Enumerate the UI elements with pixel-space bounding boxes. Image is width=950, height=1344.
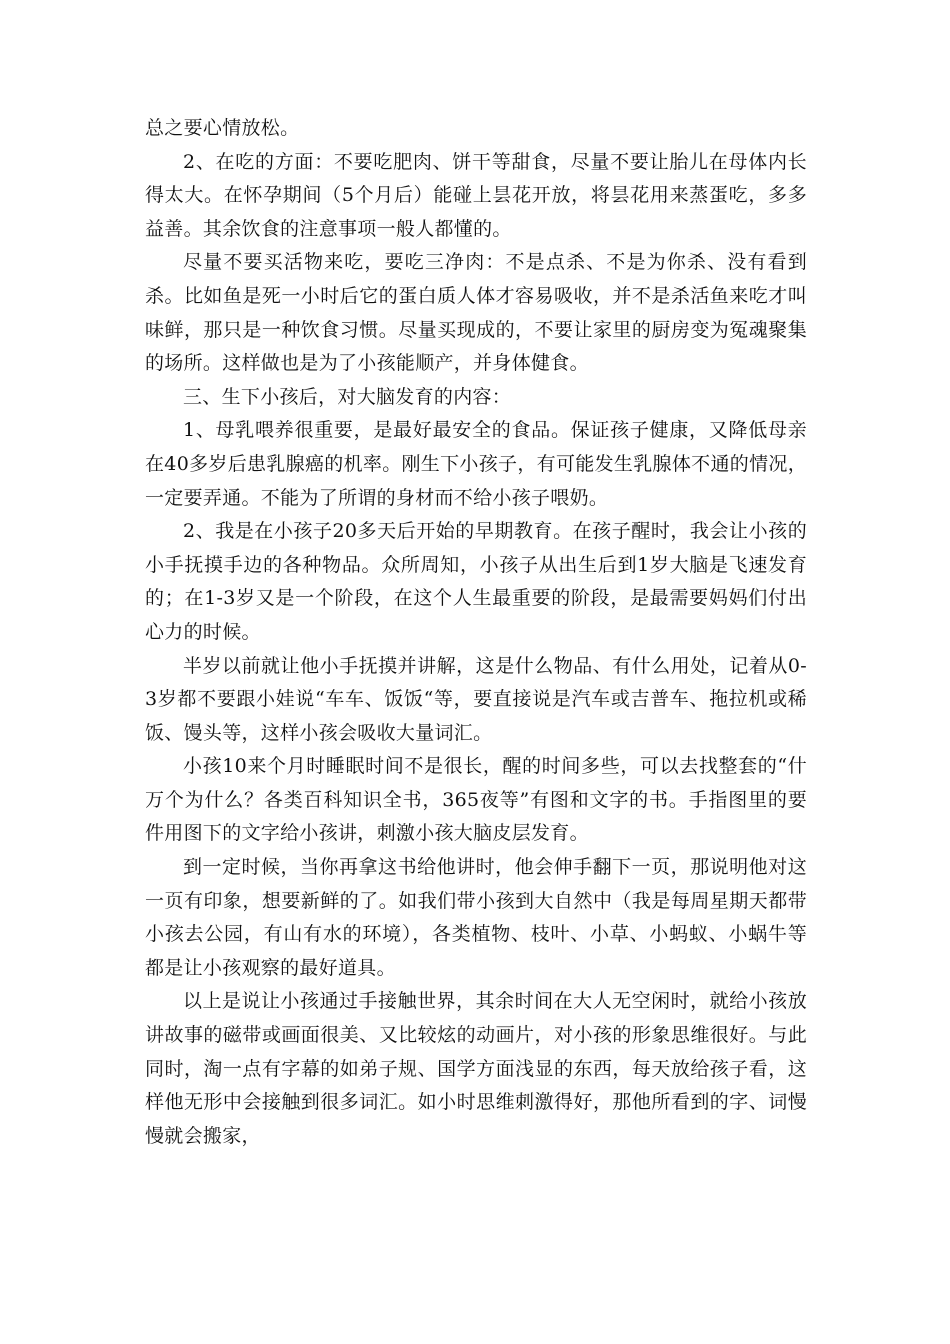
paragraph-2: 2、在吃的方面：不要吃肥肉、饼干等甜食，尽量不要让胎儿在母体内长得太大。在怀孕期间（5个月后）能碰上昙花开放，将昙花用来蒸蛋吃，多多益善。其余饮食的注意事项一般人都懂的。 bbox=[145, 150, 807, 240]
paragraph-8: 小孩10来个月时睡眠时间不是很长，醒的时间多些，可以去找整套的“什万个为什么？各类百科知识全书，365夜等”有图和文字的书。手指图里的要件用图下的文字给小孩讲，刺激小孩大脑皮层发育。 bbox=[145, 755, 807, 845]
paragraph-1: 总之要心情放松。 bbox=[145, 117, 300, 139]
paragraph-5: 1、母乳喂养很重要，是最好最安全的食品。保证孩子健康，又降低母亲在40多岁后患乳腺癌的机率。刚生下小孩子，有可能发生乳腺体不通的情况，一定要弄通。不能为了所谓的身材而不给小孩子喂奶。 bbox=[145, 419, 807, 509]
paragraph-3: 尽量不要买活物来吃，要吃三净肉：不是点杀、不是为你杀、没有看到杀。比如鱼是死一小时后它的蛋白质人体才容易吸收，并不是杀活鱼来吃才叫味鲜，那只是一种饮食习惯。尽量买现成的，不要让家里的厨房变为冤魂聚集的场所。这样做也是为了小孩能顺产，并身体健食。 bbox=[145, 251, 807, 375]
paragraph-7: 半岁以前就让他小手抚摸并讲解，这是什么物品、有什么用处，记着从0-3岁都不要跟小娃说“车车、饭饭“等，要直接说是汽车或吉普车、拖拉机或稀饭、馒头等，这样小孩会吸收大量词汇。 bbox=[145, 654, 807, 744]
document-body bbox=[145, 112, 807, 1153]
paragraph-10: 以上是说让小孩通过手接触世界，其余时间在大人无空闲时，就给小孩放讲故事的磁带或画面很美、又比较炫的动画片，对小孩的形象思维很好。与此同时，淘一点有字幕的如弟子规、国学方面浅显的东西，每天放给孩子看，这样他无形中会接触到很多词汇。如小时思维刺激得好，那他所看到的字、词慢慢就会搬家， bbox=[145, 990, 807, 1147]
paragraph-9: 到一定时候，当你再拿这书给他讲时，他会伸手翻下一页，那说明他对这一页有印象，想要新鲜的了。如我们带小孩到大自然中（我是每周星期天都带小孩去公园，有山有水的环境），各类植物、枝叶、小草、小蚂蚁、小蜗牛等都是让小孩观察的最好道具。 bbox=[145, 856, 807, 979]
section-heading-3: 三、生下小孩后，对大脑发育的内容： bbox=[183, 385, 512, 408]
paragraph-6: 2、我是在小孩子20多天后开始的早期教育。在孩子醒时，我会让小孩的小手抚摸手边的各种物品。众所周知，小孩子从出生后到1岁大脑是飞速发育的；在1-3岁又是一个阶段，在这个人生最重要的阶段，是最需要妈妈们付出心力的时候。 bbox=[145, 520, 807, 643]
